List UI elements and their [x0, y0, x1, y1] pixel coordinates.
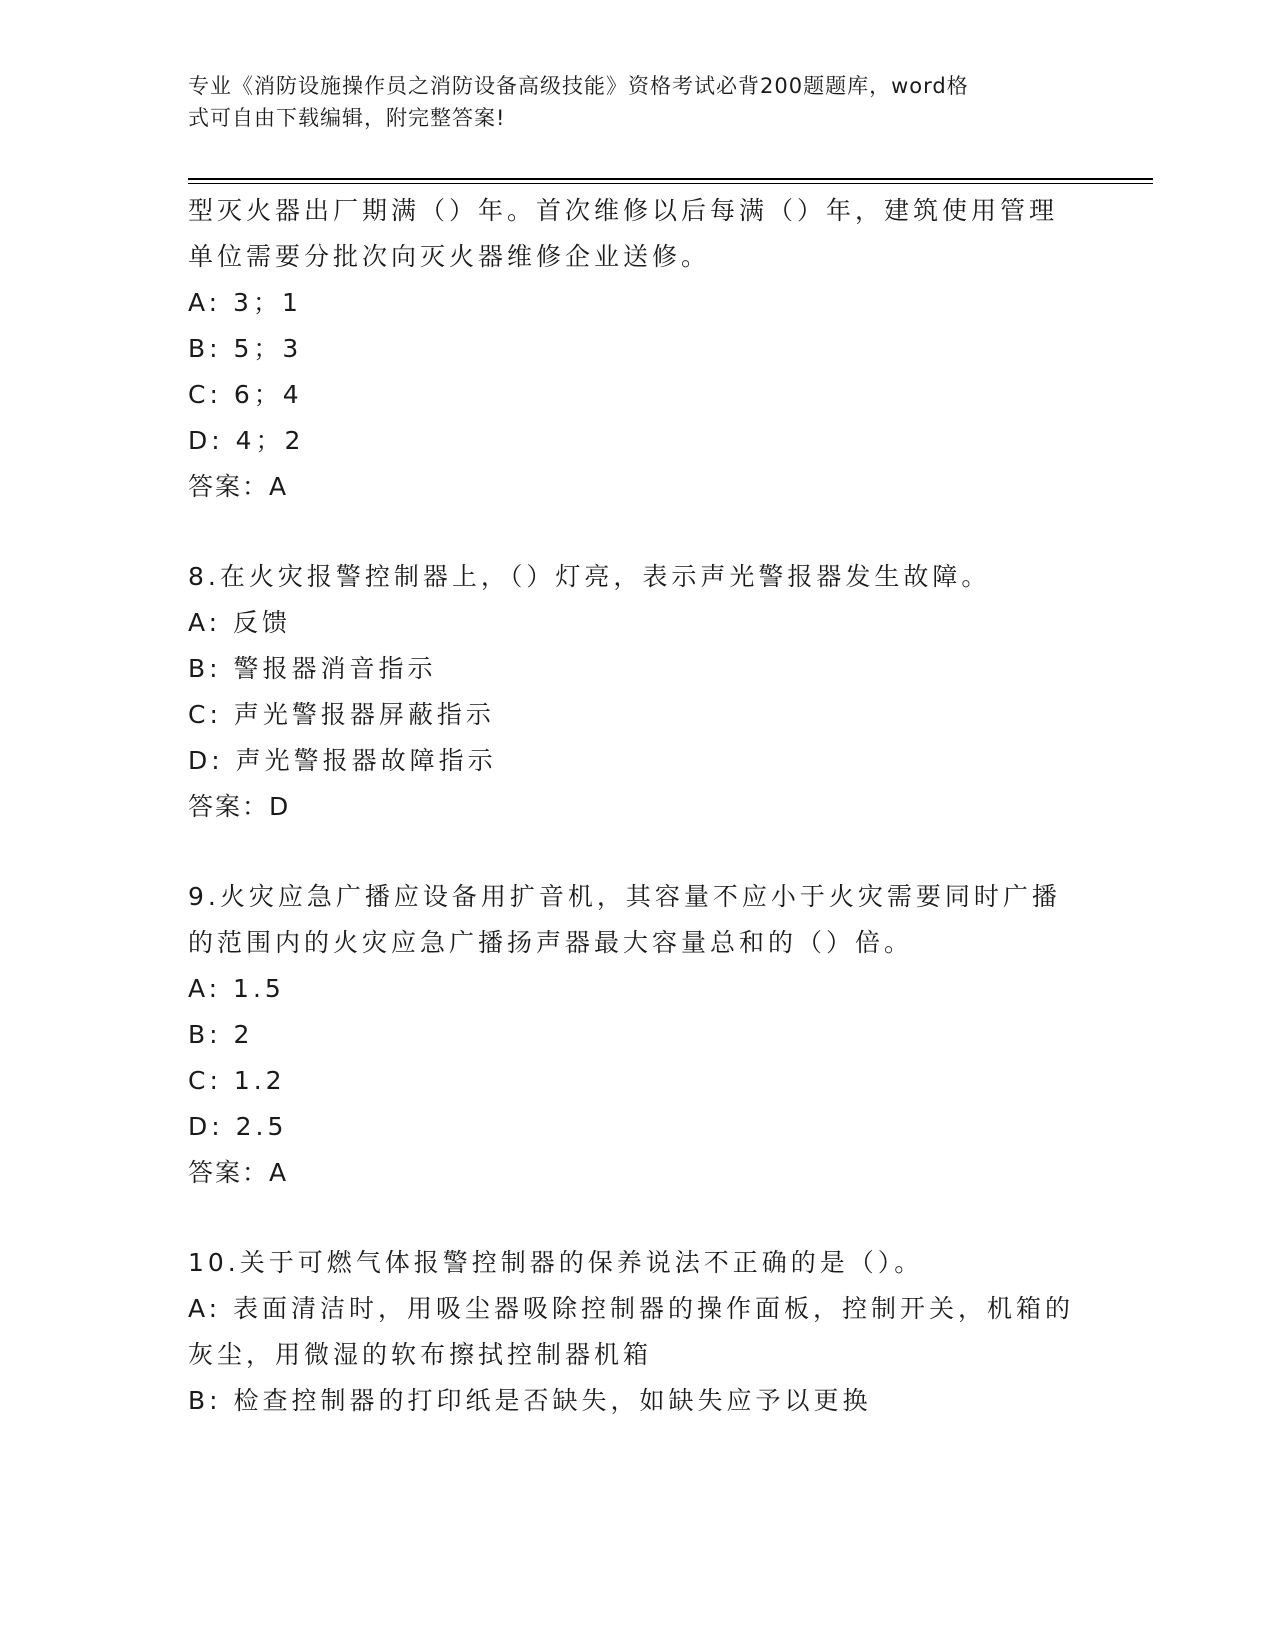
question-8	[188, 554, 1088, 830]
question-10-option-a-line-2: 灰尘，用微湿的软布擦拭控制器机箱	[188, 1340, 653, 1369]
header-rule-thin	[188, 183, 1153, 184]
question-8-option-a: A: 反馈	[188, 608, 292, 637]
question-10-option-b: B: 检查控制器的打印纸是否缺失，如缺失应予以更换	[188, 1386, 872, 1415]
question-7-option-d: D: 4；2	[188, 426, 305, 455]
question-7-answer: 答案：A	[188, 472, 289, 501]
question-8-option-c: C: 声光警报器屏蔽指示	[188, 700, 495, 729]
question-10-stem-line-1: 10.关于可燃气体报警控制器的保养说法不正确的是（）。	[188, 1248, 924, 1277]
spacer	[188, 1196, 1088, 1240]
question-list	[188, 188, 1088, 1424]
question-8-option-d: D: 声光警报器故障指示	[188, 746, 497, 775]
document-header	[188, 70, 1068, 134]
header-rule-thick	[188, 178, 1153, 180]
question-8-option-b: B: 警报器消音指示	[188, 654, 437, 683]
spacer	[188, 510, 1088, 554]
question-8-answer: 答案：D	[188, 792, 291, 821]
question-8-stem-line-1: 8.在火灾报警控制器上，（）灯亮，表示声光警报器发生故障。	[188, 562, 991, 591]
question-9-stem-line-2: 的范围内的火灾应急广播扬声器最大容量总和的（）倍。	[188, 928, 914, 957]
question-9-stem-line-1: 9.火灾应急广播应设备用扩音机，其容量不应小于火灾需要同时广播	[188, 882, 1061, 911]
question-7-stem-line-2: 单位需要分批次向灭火器维修企业送修。	[188, 242, 711, 271]
question-9	[188, 874, 1088, 1196]
question-7-stem-line-1: 型灭火器出厂期满（）年。首次维修以后每满（）年，建筑使用管理	[188, 196, 1059, 225]
spacer	[188, 830, 1088, 874]
question-9-answer: 答案：A	[188, 1158, 289, 1187]
question-9-option-c: C: 1.2	[188, 1066, 286, 1095]
question-9-option-a: A: 1.5	[188, 974, 285, 1003]
question-7-option-b: B: 5；3	[188, 334, 303, 363]
question-10-option-a-line-1: A: 表面清洁时，用吸尘器吸除控制器的操作面板，控制开关，机箱的	[188, 1294, 1075, 1323]
question-9-option-d: D: 2.5	[188, 1112, 288, 1141]
header-line-2: 式可自由下载编辑，附完整答案!	[188, 106, 506, 130]
question-7-option-a: A: 3；1	[188, 288, 302, 317]
question-10	[188, 1240, 1088, 1424]
header-line-1: 专业《消防设施操作员之消防设备高级技能》资格考试必背200题题库，word格	[188, 74, 969, 98]
question-7	[188, 188, 1088, 510]
question-9-option-b: B: 2	[188, 1020, 254, 1049]
question-7-option-c: C: 6；4	[188, 380, 303, 409]
